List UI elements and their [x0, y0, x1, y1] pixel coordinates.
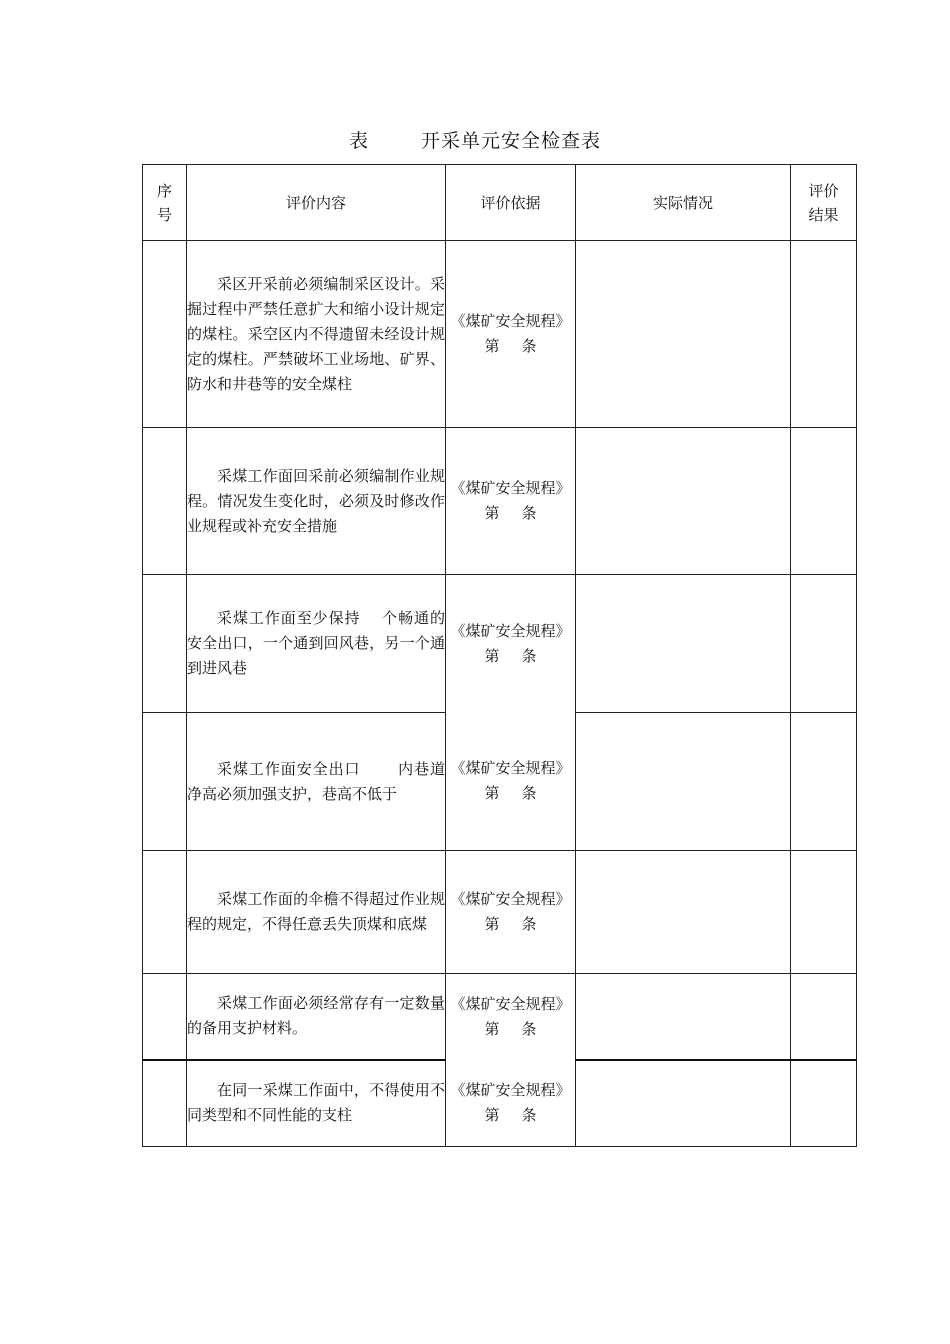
row-basis-cell: 《煤矿安全规程》 第 条: [446, 575, 576, 713]
header-basis: 评价依据: [446, 165, 576, 241]
row-result-cell[interactable]: [791, 1060, 857, 1147]
row-no-cell: [143, 1060, 187, 1147]
row-result-cell[interactable]: [791, 241, 857, 428]
row-actual-cell[interactable]: [576, 851, 791, 974]
row-content-cell: 采煤工作面安全出口 内巷道净高必须加强支护，巷高不低于: [187, 713, 446, 851]
row-no-cell: [143, 428, 187, 575]
row-result-cell[interactable]: [791, 974, 857, 1060]
header-content: 评价内容: [187, 165, 446, 241]
table-row: [143, 1060, 857, 1147]
row-actual-cell[interactable]: [576, 241, 791, 428]
table-row: [143, 428, 857, 575]
row-no-cell: [143, 851, 187, 974]
row-basis-cell: 《煤矿安全规程》 第 条: [446, 1060, 576, 1147]
row-result-cell[interactable]: [791, 851, 857, 974]
row-content-cell: 采煤工作面的伞檐不得超过作业规程的规定，不得任意丢失顶煤和底煤: [187, 851, 446, 974]
row-basis-cell: 《煤矿安全规程》 第 条: [446, 974, 576, 1060]
row-actual-cell[interactable]: [576, 974, 791, 1060]
table-row: [143, 851, 857, 974]
safety-check-table: [142, 164, 857, 1147]
row-actual-cell[interactable]: [576, 575, 791, 713]
row-basis-cell: 《煤矿安全规程》 第 条: [446, 241, 576, 428]
row-content-cell: 采煤工作面至少保持 个畅通的安全出口，一个通到回风巷，另一个通到进风巷: [187, 575, 446, 713]
row-actual-cell[interactable]: [576, 428, 791, 575]
table-title-text: 开采单元安全检查表: [421, 130, 602, 152]
header-row: [143, 165, 857, 241]
row-result-cell[interactable]: [791, 575, 857, 713]
row-no-cell: [143, 241, 187, 428]
table-title-prefix: 表: [348, 130, 369, 152]
table-title: [0, 126, 950, 153]
row-basis-cell: 《煤矿安全规程》 第 条: [446, 428, 576, 575]
row-basis-cell: 《煤矿安全规程》 第 条: [446, 713, 576, 851]
row-no-cell: [143, 974, 187, 1060]
row-no-cell: [143, 575, 187, 713]
row-no-cell: [143, 713, 187, 851]
table-row: [143, 241, 857, 428]
row-result-cell[interactable]: [791, 713, 857, 851]
row-actual-cell[interactable]: [576, 1060, 791, 1147]
row-content-cell: 采煤工作面必须经常存有一定数量的备用支护材料。: [187, 974, 446, 1060]
row-content-cell: 在同一采煤工作面中，不得使用不同类型和不同性能的支柱: [187, 1060, 446, 1147]
row-content-cell: 采区开采前必须编制采区设计。采掘过程中严禁任意扩大和缩小设计规定的煤柱。采空区内不得遗留未经设计规定的煤柱。严禁破坏工业场地、矿界、防水和井巷等的安全煤柱: [187, 241, 446, 428]
header-result: 评价 结果: [791, 165, 857, 241]
table-row: [143, 713, 857, 851]
table-row: [143, 974, 857, 1060]
header-no: 序 号: [143, 165, 187, 241]
row-basis-cell: 《煤矿安全规程》 第 条: [446, 851, 576, 974]
row-result-cell[interactable]: [791, 428, 857, 575]
row-actual-cell[interactable]: [576, 713, 791, 851]
row-content-cell: 采煤工作面回采前必须编制作业规程。情况发生变化时，必须及时修改作业规程或补充安全措施: [187, 428, 446, 575]
table-row: [143, 575, 857, 713]
header-actual: 实际情况: [576, 165, 791, 241]
